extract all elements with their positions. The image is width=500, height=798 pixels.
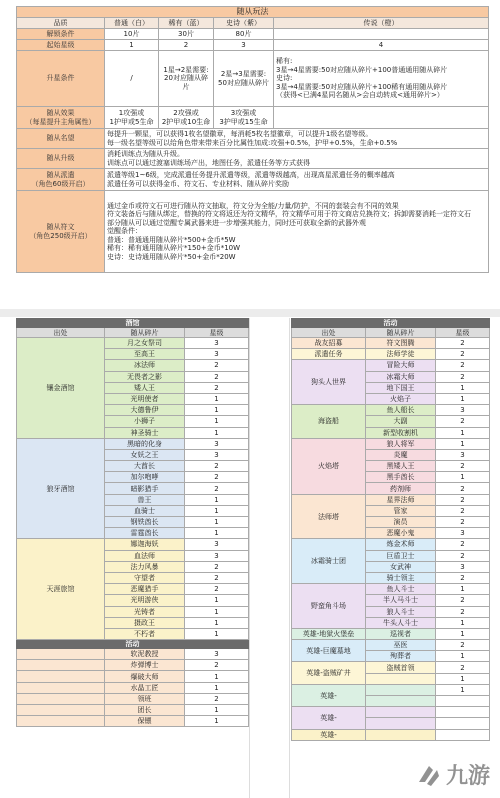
fragment-cell: 火焰子	[366, 393, 436, 404]
fragment-cell: 守望者	[105, 572, 185, 583]
dispatch-label: 随从派遣 （角色60级开启）	[17, 169, 105, 191]
star-cell	[436, 696, 490, 707]
star-cell: 1	[185, 705, 249, 716]
fragment-cell: 大酋长	[105, 461, 185, 472]
unlock-label: 解锁条件	[17, 29, 105, 40]
fragment-cell: 黑暗的化身	[105, 438, 185, 449]
source-cell: 冰霜骑士团	[292, 539, 366, 584]
table-row	[17, 539, 249, 550]
star-cell: 2	[436, 662, 490, 673]
fragment-cell: 光铸者	[105, 606, 185, 617]
star-cell: 2	[185, 584, 249, 595]
table-row	[292, 338, 490, 349]
fragment-cell: 新型收割机	[366, 427, 436, 438]
fragment-cell: 地下国王	[366, 382, 436, 393]
fragment-cell: 黑手酋长	[366, 472, 436, 483]
star-cell	[436, 729, 490, 740]
star-cell	[436, 707, 490, 718]
fragment-cell: 法师学徒	[366, 349, 436, 360]
star-cell: 2	[185, 572, 249, 583]
companion-rules-table	[16, 6, 489, 273]
star-cell: 2	[185, 360, 249, 371]
table-row	[292, 405, 490, 416]
table-row	[292, 684, 490, 695]
effect-orange	[274, 107, 489, 129]
star-cell: 3	[185, 449, 249, 460]
source-cell: 野蛮角斗场	[292, 584, 366, 629]
star-cell: 1	[436, 651, 490, 662]
fragment-cell: 炼金术师	[366, 539, 436, 550]
star-cell: 2	[436, 595, 490, 606]
table-row	[17, 671, 249, 682]
section-divider	[0, 309, 500, 317]
star-cell: 3	[436, 561, 490, 572]
fragment-cell: 星界法师	[366, 494, 436, 505]
fragment-cell: 矮人王	[105, 382, 185, 393]
effect-blue: 2攻强或 2护甲或10生命	[159, 107, 214, 129]
rune-label: 随从符文 （角色250级开启）	[17, 191, 105, 273]
source-cell: 狗头人世界	[292, 360, 366, 405]
star-cell: 2	[436, 494, 490, 505]
star-cell: 2	[185, 382, 249, 393]
star-cell: 2	[185, 472, 249, 483]
fragment-cell: 暗影猎手	[105, 483, 185, 494]
fragment-cell: 黑矮人王	[366, 461, 436, 472]
star-cell: 2	[436, 606, 490, 617]
source-cell: 英雄-	[292, 707, 366, 729]
tavern-table	[16, 318, 249, 727]
fragment-cell: 巫医	[366, 640, 436, 651]
quality-blue: 稀有（蓝）	[159, 18, 214, 29]
activity-section-header: 活动	[17, 640, 249, 649]
tavern-rows	[17, 338, 249, 640]
fragment-cell	[366, 684, 436, 695]
start-level-blue: 2	[159, 40, 214, 51]
table-row	[292, 584, 490, 595]
star-cell: 1	[436, 628, 490, 639]
star-cell: 1	[185, 628, 249, 639]
fragment-cell	[366, 729, 436, 740]
star-cell: 1	[185, 517, 249, 528]
fragment-cell: 雷霆酋长	[105, 528, 185, 539]
col-fragment: 随从碎片	[366, 328, 436, 338]
fragment-cell: 殉葬者	[366, 651, 436, 662]
fragment-cell: 鱼人斗士	[366, 584, 436, 595]
source-cell	[17, 660, 105, 671]
col-fragment: 随从碎片	[105, 328, 185, 338]
fragment-cell	[366, 707, 436, 718]
fragment-cell: 不朽者	[105, 628, 185, 639]
star-cell: 3	[185, 349, 249, 360]
star-cell: 1	[436, 427, 490, 438]
fragment-cell: 法力风暴	[105, 561, 185, 572]
fragment-cell: 半人马斗士	[366, 595, 436, 606]
table-row	[292, 628, 490, 639]
star-cell: 3	[185, 550, 249, 561]
fragment-cell	[366, 718, 436, 729]
table-row	[17, 649, 249, 660]
star-cell: 2	[436, 360, 490, 371]
fragment-cell: 加尔咆哮	[105, 472, 185, 483]
source-cell: 海盗船	[292, 405, 366, 439]
fragment-cell: 至高王	[105, 349, 185, 360]
star-cell: 2	[185, 461, 249, 472]
star-cell: 1	[185, 617, 249, 628]
table-row	[292, 640, 490, 651]
star-cell: 1	[185, 505, 249, 516]
tavern-section-header: 酒馆	[17, 319, 249, 328]
table-row	[292, 360, 490, 371]
star-cell: 1	[185, 494, 249, 505]
fragment-cell: 巨盾卫士	[366, 550, 436, 561]
start-level-orange: 4	[274, 40, 489, 51]
fragment-cell: 巡视者	[366, 628, 436, 639]
fragment-cell: 血法师	[105, 550, 185, 561]
source-cell	[17, 705, 105, 716]
source-cell: 狼牙酒馆	[17, 438, 105, 539]
fragment-cell: 牛头人斗士	[366, 617, 436, 628]
table-row	[292, 729, 490, 740]
star-cell: 1	[185, 606, 249, 617]
star-cell: 1	[185, 427, 249, 438]
watermark-logo	[413, 759, 490, 790]
levelup-label: 随从升级	[17, 149, 105, 169]
fragment-cell: 钢铁酋长	[105, 517, 185, 528]
fragment-cell: 冰霜大师	[366, 371, 436, 382]
source-cell	[17, 682, 105, 693]
unlock-blue: 30片	[159, 29, 214, 40]
fragment-cell: 狼人斗士	[366, 606, 436, 617]
table-row	[292, 539, 490, 550]
fame-label: 随从名望	[17, 129, 105, 149]
fragment-cell: 盗贼首领	[366, 662, 436, 673]
source-cell: 派遣任务	[292, 349, 366, 360]
col-source: 出处	[17, 328, 105, 338]
star-cell: 2	[436, 550, 490, 561]
table-row	[292, 438, 490, 449]
source-cell	[17, 716, 105, 727]
fragment-cell: 爆破大师	[105, 671, 185, 682]
star-cell: 1	[436, 393, 490, 404]
star-cell: 3	[185, 438, 249, 449]
activity-rows	[292, 338, 490, 741]
levelup-text: 消耗训练点为随从升级。 训练点可以通过渡塞训练场产出，地图任务，派遣任务等方式获得	[105, 149, 489, 169]
table-row	[17, 660, 249, 671]
star-cell: 2	[436, 349, 490, 360]
star-cell: 2	[185, 693, 249, 704]
table-title: 随从玩法	[17, 7, 489, 18]
star-cell: 1	[436, 673, 490, 684]
star-cell: 2	[436, 572, 490, 583]
star-cell: 3	[436, 405, 490, 416]
fragment-cell: 无畏者之影	[105, 371, 185, 382]
quality-purple: 史诗（紫）	[214, 18, 274, 29]
star-cell: 1	[185, 716, 249, 727]
star-cell: 1	[185, 393, 249, 404]
star-cell: 2	[185, 371, 249, 382]
fragment-cell: 大副	[366, 416, 436, 427]
table-row	[17, 693, 249, 704]
fragment-cell: 女妖之王	[105, 449, 185, 460]
fragment-cell: 兽王	[105, 494, 185, 505]
source-cell	[17, 649, 105, 660]
source-cell: 英雄-地狱火堡垒	[292, 628, 366, 639]
upgrade-purple: 2星→3星需要: 50对应随从碎片	[214, 51, 274, 107]
start-level-label: 起始星级	[17, 40, 105, 51]
col-star: 星级	[185, 328, 249, 338]
source-cell: 镶金酒馆	[17, 338, 105, 439]
source-cell: 战友招募	[292, 338, 366, 349]
fragment-cell: 冒险大师	[366, 360, 436, 371]
col-star: 星级	[436, 328, 490, 338]
fragment-cell: 团长	[105, 705, 185, 716]
star-cell: 2	[436, 461, 490, 472]
fragment-cell: 大德鲁伊	[105, 405, 185, 416]
fragment-cell: 神圣骑士	[105, 427, 185, 438]
nine-game-logo-icon	[413, 760, 443, 790]
star-cell: 2	[436, 338, 490, 349]
unlock-white: 10片	[105, 29, 159, 40]
unlock-orange	[274, 29, 489, 40]
source-cell: 英雄-	[292, 729, 366, 740]
star-cell: 2	[436, 517, 490, 528]
fragment-cell: 小狮子	[105, 416, 185, 427]
star-cell: 1	[436, 617, 490, 628]
fragment-cell	[366, 673, 436, 684]
upgrade-white: /	[105, 51, 159, 107]
star-cell: 1	[436, 684, 490, 695]
quality-white: 普通（白）	[105, 18, 159, 29]
fragment-cell: 炎魔	[366, 449, 436, 460]
table-row	[17, 682, 249, 693]
table-row	[292, 707, 490, 718]
start-level-white: 1	[105, 40, 159, 51]
star-cell: 3	[185, 539, 249, 550]
fame-text: 每提升一颗星，可以获得1枚名望徽章，每消耗5枚名望徽章，可以提升1级名望等级。 每一级名望等级可以给角色带来带来百分比属性加成:攻强+0.5%，护甲+0.5%，生命+0.5%	[105, 129, 489, 149]
fragment-cell: 血骑士	[105, 505, 185, 516]
table-row	[292, 662, 490, 673]
unlock-purple: 80片	[214, 29, 274, 40]
star-cell: 1	[185, 682, 249, 693]
source-cell: 英雄-巨魔墓地	[292, 640, 366, 662]
table-row	[17, 438, 249, 449]
fragment-cell: 骑士领主	[366, 572, 436, 583]
fragment-cell	[366, 696, 436, 707]
star-cell: 3	[185, 649, 249, 660]
star-cell: 1	[185, 595, 249, 606]
fragment-cell: 恶魔小鬼	[366, 528, 436, 539]
source-cell: 法师塔	[292, 494, 366, 539]
star-cell: 2	[185, 483, 249, 494]
star-cell: 1	[436, 438, 490, 449]
fragment-cell: 鱼人船长	[366, 405, 436, 416]
source-cell: 英雄-盗贼矿井	[292, 662, 366, 684]
star-cell: 2	[436, 371, 490, 382]
star-cell: 1	[185, 671, 249, 682]
star-cell: 1	[436, 472, 490, 483]
upgrade-orange: 稀有: 3星→4星需要:50对应随从碎片+100普通通用随从碎片 史诗: 3星→4星需要:50对应随从碎片+100稀有通用随从碎片 （获得<已满4星同名随从>会自动转成<通用碎片>）	[274, 51, 489, 107]
star-cell: 3	[436, 449, 490, 460]
effect-white: 1攻强或 1护甲或5生命	[105, 107, 159, 129]
fragment-cell: 软泥教授	[105, 649, 185, 660]
fragment-cell: 领班	[105, 693, 185, 704]
star-cell: 2	[185, 561, 249, 572]
star-cell: 2	[436, 640, 490, 651]
star-cell: 2	[436, 483, 490, 494]
table-row	[17, 338, 249, 349]
star-cell: 2	[185, 660, 249, 671]
fragment-cell: 月之女祭司	[105, 338, 185, 349]
fragment-cell: 水晶工匠	[105, 682, 185, 693]
source-cell: 英雄-	[292, 684, 366, 706]
start-level-purple: 3	[214, 40, 274, 51]
star-cell: 2	[436, 539, 490, 550]
fragment-cell: 狼人将军	[366, 438, 436, 449]
star-cell: 1	[185, 405, 249, 416]
table-row	[292, 494, 490, 505]
activity-rows	[17, 649, 249, 727]
fragment-cell: 药剂师	[366, 483, 436, 494]
fragment-cell: 演员	[366, 517, 436, 528]
star-cell: 3	[185, 338, 249, 349]
source-cell: 火焰塔	[292, 438, 366, 494]
fragment-cell: 冰法师	[105, 360, 185, 371]
dispatch-text: 派遣等级1~6级，完成派遣任务提升派遣等级，派遣等级越高，出现高星派遣任务的概率越高 派遣任务可以获得金币、符文石、专业材料、随从碎片奖励	[105, 169, 489, 191]
star-cell: 1	[185, 416, 249, 427]
table-row	[292, 349, 490, 360]
fragment-cell: 恶魔猎手	[105, 584, 185, 595]
fragment-cell: 管家	[366, 505, 436, 516]
quality-header: 品质	[17, 18, 105, 29]
star-cell: 1	[436, 382, 490, 393]
fragment-cell: 光明游侠	[105, 595, 185, 606]
star-cell: 3	[436, 528, 490, 539]
fragment-cell: 光明使者	[105, 393, 185, 404]
source-cell	[17, 693, 105, 704]
table-row	[17, 705, 249, 716]
table-row	[17, 716, 249, 727]
star-cell	[436, 718, 490, 729]
source-cell: 天涯旅馆	[17, 539, 105, 640]
fragment-cell: 符文图腾	[366, 338, 436, 349]
fragment-cell: 女武神	[366, 561, 436, 572]
col-source: 出处	[292, 328, 366, 338]
watermark-text: 九游	[445, 764, 490, 789]
upgrade-blue: 1星→2星需要: 20对应随从碎片	[159, 51, 214, 107]
star-cell: 1	[185, 528, 249, 539]
star-cell: 2	[436, 416, 490, 427]
quality-orange: 传说（橙）	[274, 18, 489, 29]
effect-label: 随从效果 （每星提升主角属性）	[17, 107, 105, 129]
activity-table	[291, 318, 490, 741]
source-cell	[17, 671, 105, 682]
effect-purple: 3攻强或 3护甲或15生命	[214, 107, 274, 129]
spacer-column	[249, 318, 290, 798]
upgrade-label: 升星条件	[17, 51, 105, 107]
fragment-cell: 炸弹博士	[105, 660, 185, 671]
fragment-cell: 摄政王	[105, 617, 185, 628]
fragment-cell: 娜迦海妖	[105, 539, 185, 550]
activity-header: 活动	[292, 319, 490, 328]
star-cell: 2	[436, 505, 490, 516]
fragment-cell: 保镖	[105, 716, 185, 727]
rune-text: 通过金币或符文石可进行随从符文抽取，符文分为全能/力量/防护，不同的套装会有不同的效果 符文装备后与随从绑定，替换的符文将返还为符文精华，符文精华可用于符文商店兑换符文；拆卸需要消耗一定符文石 部分随从可以通过觉醒专属武器来进一步增强其能力，同时还可获取全新的武器外观 觉醒条件： 普通：普通通用随从碎片*500+金币*5W 稀有：稀有通用随从碎片*150+金币*10W 史诗：史诗通用随从碎片*50+金币*20W	[105, 191, 489, 273]
star-cell: 1	[436, 584, 490, 595]
